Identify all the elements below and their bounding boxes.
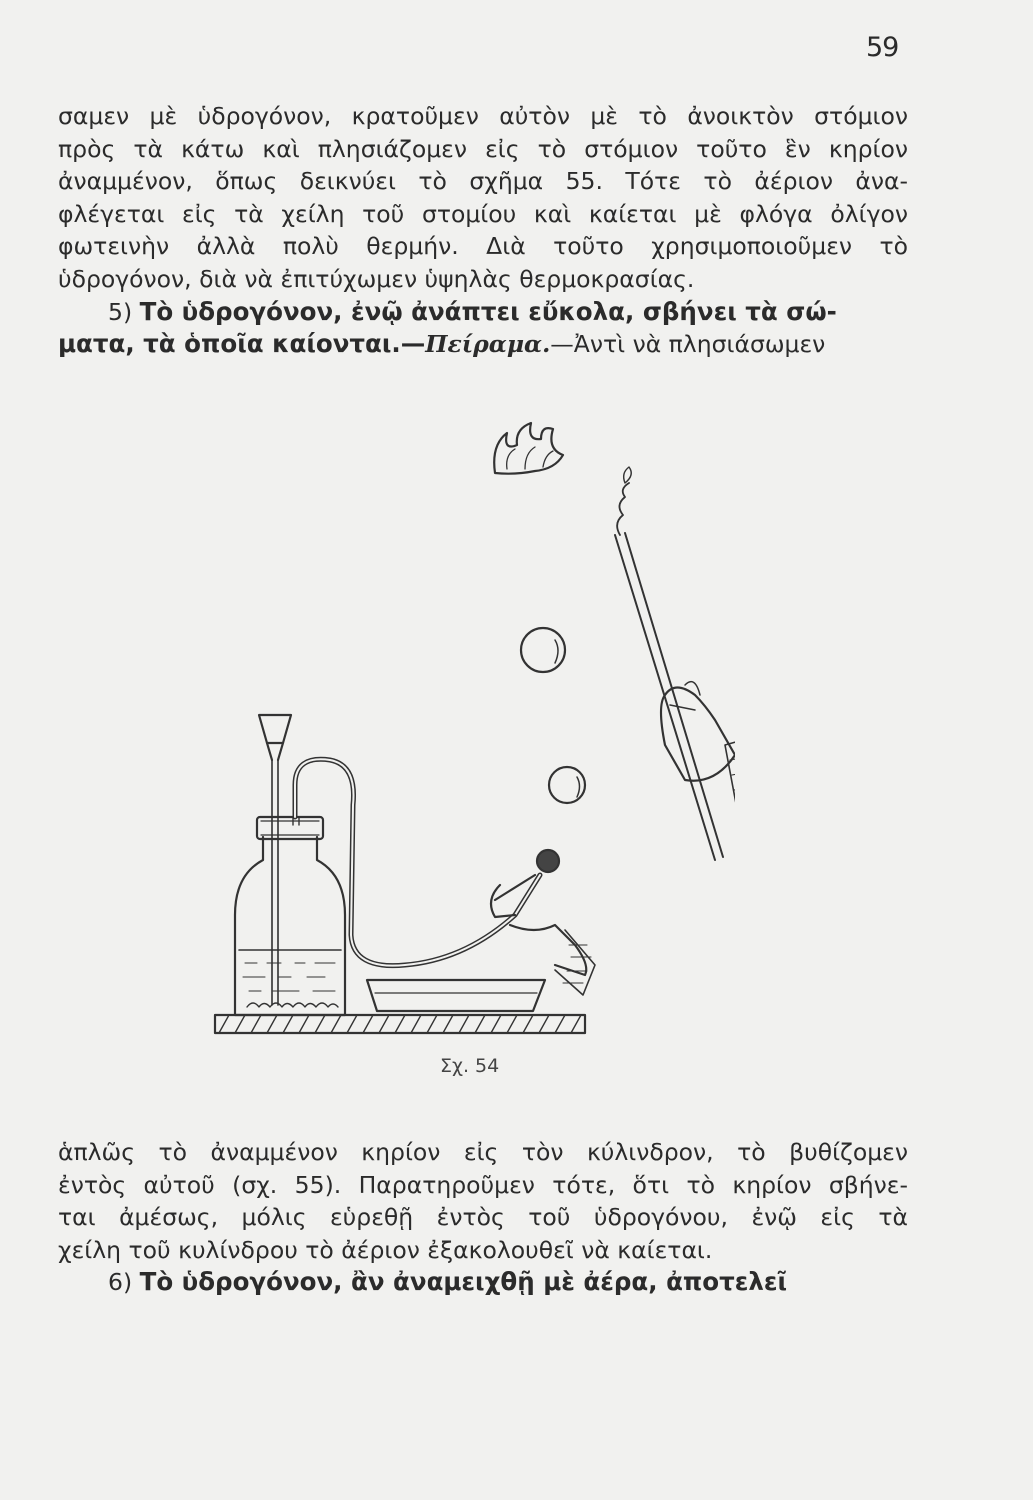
hydrogen-apparatus-figure xyxy=(195,405,735,1045)
section-5-title: Τὸ ὑδρογόνον, ἐνῷ ἀνάπτει εὔκολα, σβήνει τὰ σώ- xyxy=(139,296,837,326)
section-5-line2 xyxy=(58,328,908,361)
soap-bubbles xyxy=(521,628,585,803)
section-5-continuation: —Ἀντὶ νὰ πλησιάσωμεν xyxy=(550,330,826,359)
hand-holding-tube xyxy=(491,875,595,995)
lighting-rod xyxy=(615,467,723,860)
text-line: πρὸς τὰ κάτω καὶ πλησιάζομεν εἰς τὸ στόμιον τοῦτο ἓν κηρίον xyxy=(58,134,908,163)
base-plank xyxy=(215,1015,585,1033)
rubber-hose xyxy=(295,759,559,965)
section-5-number: 5) xyxy=(108,297,133,326)
top-paragraph xyxy=(58,100,908,361)
soap-dish xyxy=(367,980,545,1011)
page-number: 59 xyxy=(866,32,899,63)
text-line: φλέγεται εἰς τὰ χείλη τοῦ στομίου καὶ καίεται μὲ φλόγα ὀλίγον xyxy=(58,199,908,228)
experiment-label: Πείραμα. xyxy=(425,330,551,359)
section-6-heading xyxy=(58,1266,908,1299)
flame xyxy=(494,423,563,474)
bottom-paragraph xyxy=(58,1136,908,1299)
text-line: ὑδρογόνον, διὰ νὰ ἐπιτύχωμεν ὑψηλὰς θερμοκρασίας. xyxy=(58,264,695,293)
text-line: ἀναμμένον, ὅπως δεικνύει τὸ σχῆμα 55. Τότε τὸ ἀέριον ἀνα- xyxy=(58,167,908,196)
figure-caption: Σχ. 54 xyxy=(440,1055,500,1077)
text-line: ται ἀμέσως, μόλις εὑρεθῇ ἐντὸς τοῦ ὑδρογόνου, ἐνῷ εἰς τὰ xyxy=(58,1203,908,1232)
text-line: ἁπλῶς τὸ ἀναμμένον κηρίον εἰς τὸν κύλινδρον, τὸ βυθίζομεν xyxy=(58,1138,908,1166)
section-6-number: 6) xyxy=(108,1268,133,1297)
section-5-title-cont: ματα, τὰ ὁποῖα καίονται.— xyxy=(58,329,426,359)
section-5-heading xyxy=(58,296,908,329)
text-line: φωτεινὴν ἀλλὰ πολὺ θερμήν. Διὰ τοῦτο χρησιμοποιοῦμεν τὸ xyxy=(58,232,908,261)
text-line: σαμεν μὲ ὑδρογόνον, κρατοῦμεν αὐτὸν μὲ τὸ ἀνοικτὸν στόμιον xyxy=(58,102,908,130)
text-line: ἐντὸς αὐτοῦ (σχ. 55). Παρατηροῦμεν τότε, ὅτι τὸ κηρίον σβήνε- xyxy=(58,1170,908,1199)
section-6-title: Τὸ ὑδρογόνον, ἂν ἀναμειχθῇ μὲ ἀέρα, ἀποτελεῖ xyxy=(139,1267,788,1297)
text-line: χείλη τοῦ κυλίνδρου τὸ ἀέριον ἐξακολουθεῖ νὰ καίεται. xyxy=(58,1235,713,1264)
